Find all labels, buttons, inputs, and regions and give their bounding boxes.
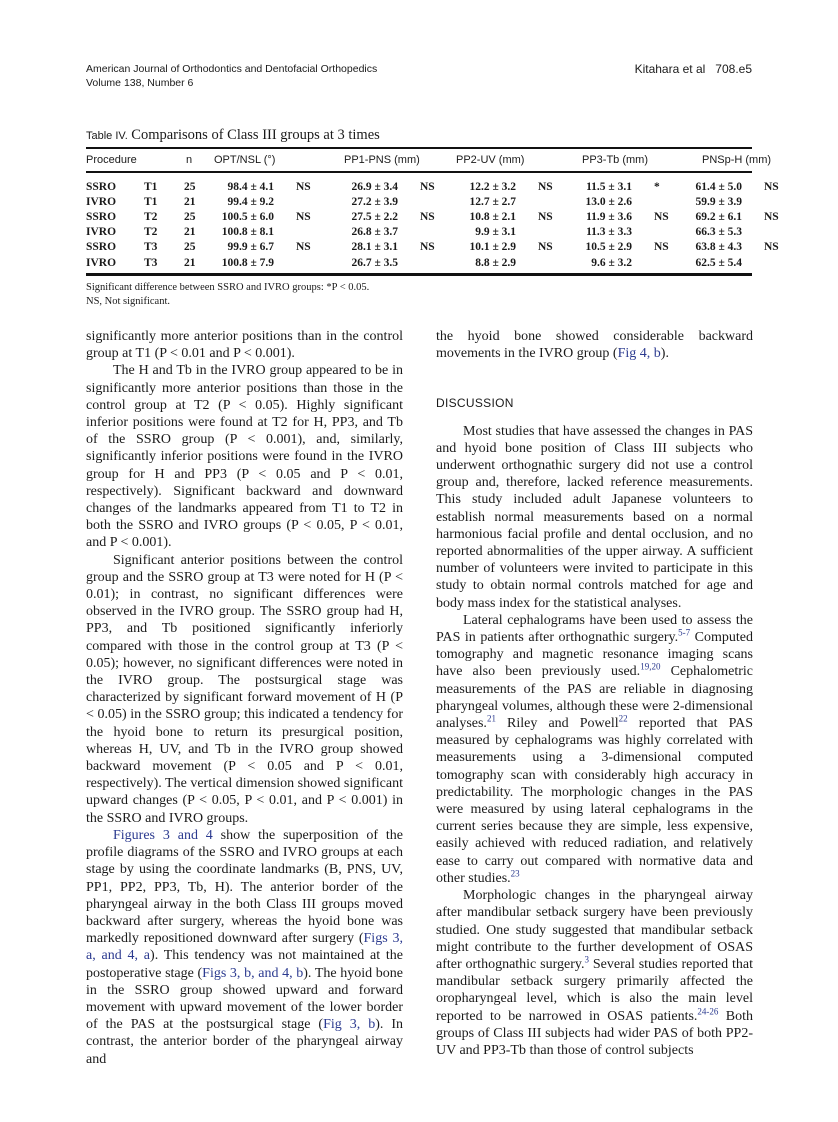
cell-pp3-sig — [642, 255, 688, 270]
cell-n: 21 — [184, 256, 196, 269]
table-row — [86, 179, 772, 194]
cell-pp3-sig: * — [654, 180, 660, 193]
cell-pp1-sig: NS — [420, 210, 435, 223]
cell-pp1: 28.1 ± 3.1 — [351, 241, 398, 254]
cell-pp3-sig — [642, 225, 688, 240]
cell-pp2-sig: NS — [538, 241, 553, 254]
cell-pnsh: 62.5 ± 5.4 — [695, 256, 742, 269]
cell-pp1: 27.2 ± 3.9 — [351, 195, 398, 208]
figure-link[interactable]: Fig 4, b — [617, 346, 661, 362]
cell-pp1: 26.8 ± 3.7 — [351, 226, 398, 239]
cell-pp1: 26.7 ± 3.5 — [351, 256, 398, 269]
paragraph: Most studies that have assessed the changes in PAS and hyoid bone position of Class III subjects who underwent orthognathic surgery did not use a control group and, therefore, lacked reference measurements. This study included adult Japanese volunteers to establish normal measurements based on a normal harmonious facial profile and dental occlusion, and no reported abnormalities of the upper airway. A sufficient number of volunteers were invited to participate in this study to obtain normal controls matched for age and body mass index for the statistical analyses. — [436, 423, 753, 611]
cell-time: T3 — [144, 256, 158, 269]
cell-pnsh: 59.9 ± 3.9 — [695, 195, 742, 208]
cell-procedure: IVRO — [86, 256, 117, 269]
cell-pnsh: 66.3 ± 5.3 — [695, 226, 742, 239]
cell-pp1-sig — [408, 225, 454, 240]
cell-pp3: 11.5 ± 3.1 — [586, 180, 632, 193]
paragraph: Lateral cephalograms have been used to assess the PAS in patients after orthognathic surgery.$^{5-7}$ Computed tomography and magnetic resonance imaging scans have also been previously used.$^{19,20}$ Cephalometric measurements of the PAS are reliable in diagnosing pharyngeal volumes, although these were 2-dimensional analyses.$^{21}$ Riley and Powell$^{22}$ reported that PAS measured by cephalograms was highly correlated with measurements using a 3-dimensional computed tomography scan with considerably high accuracy in predictability. The morphologic changes in the PAS were measured by using lateral cephalograms in the current series because they are simple, less expensive, easily achieved with reduced radiation, and relatively ease to carry out compared with normative data and other studies.$^{23}$ — [436, 612, 753, 886]
cell-pp2-sig: NS — [538, 180, 553, 193]
paragraph: the hyoid bone showed considerable backward movements in the IVRO group (Fig 4, b). — [436, 329, 753, 362]
table-label: Table IV. — [86, 130, 128, 142]
cell-n: 25 — [184, 210, 196, 223]
cell-pnsh: 61.4 ± 5.0 — [695, 180, 742, 193]
cell-pnsh-sig: NS — [764, 241, 779, 254]
footnote-significance: Significant difference between SSRO and IVRO groups: *P < 0.05. — [86, 282, 370, 294]
figure-link[interactable]: Figures 3 and 4 — [113, 827, 213, 843]
figure-link[interactable]: Figs 3, b, and 4, b — [202, 965, 304, 981]
cell-opt: 99.9 ± 6.7 — [227, 241, 274, 254]
cell-opt-sig: NS — [296, 180, 311, 193]
table-caption — [86, 126, 752, 145]
cell-time: T1 — [144, 180, 158, 193]
cell-procedure: SSRO — [86, 210, 117, 223]
paragraph: significantly more anterior positions than in the control group at T1 (P < 0.01 and P < 0.001). — [86, 329, 403, 362]
cell-time: T1 — [144, 195, 158, 208]
journal-info — [86, 62, 377, 90]
cell-pp1-sig: NS — [420, 180, 435, 193]
cell-pp3-sig — [642, 194, 688, 209]
figure-link[interactable]: Figs 3, a, and 4, a — [86, 931, 403, 964]
footnote-ns: NS, Not significant. — [86, 296, 170, 308]
cell-procedure: SSRO — [86, 241, 117, 254]
table-row — [86, 255, 772, 270]
cell-n: 21 — [184, 195, 196, 208]
cell-n: 21 — [184, 226, 196, 239]
cell-pp2: 10.8 ± 2.1 — [469, 210, 516, 223]
cell-pp2: 10.1 ± 2.9 — [469, 241, 516, 254]
cell-pp2: 12.2 ± 3.2 — [469, 180, 516, 193]
cell-n: 25 — [184, 180, 196, 193]
cell-pp2: 12.7 ± 2.7 — [469, 195, 516, 208]
comparison-table — [86, 149, 772, 171]
cell-opt: 100.8 ± 8.1 — [221, 226, 274, 239]
cell-time: T3 — [144, 241, 158, 254]
header-opt-nsl: OPT/NSL (°) — [214, 154, 276, 166]
author-page — [625, 62, 752, 76]
cell-pnsh-sig: NS — [764, 210, 779, 223]
table-bottom-rule — [86, 273, 752, 276]
cell-pnsh-sig — [752, 225, 772, 240]
cell-procedure: SSRO — [86, 180, 117, 193]
figure-link[interactable]: Fig 3, b — [323, 1017, 376, 1033]
header-n: n — [186, 154, 193, 166]
cell-opt-sig: NS — [296, 241, 311, 254]
table-header-rule — [86, 171, 752, 173]
cell-n: 25 — [184, 241, 196, 254]
right-column — [436, 328, 753, 1059]
header-pp3-tb: PP3-Tb (mm) — [582, 154, 648, 166]
paragraph: The H and Tb in the IVRO group appeared to be in significantly more anterior positions than those in the control group at T2 (P < 0.05). Highly significant inferior positions were found at T2 for H, PP3, and Tb of the SSRO group (P < 0.001), and, similarly, significantly inferior positions were found in the IVRO group for H and PP3 (P < 0.05 and P < 0.01, respectively). Significant backward and downward changes of the landmarks appeared from T1 to T2 in both the SSRO and IVRO groups (P < 0.05, P < 0.01, and P < 0.001). — [86, 363, 403, 551]
cell-procedure: IVRO — [86, 195, 117, 208]
cell-opt: 100.8 ± 7.9 — [221, 256, 274, 269]
table-row — [86, 209, 772, 224]
reference-link[interactable]: 19,20 — [640, 661, 661, 672]
table-row — [86, 225, 772, 240]
cell-pp2-sig — [526, 194, 570, 209]
section-heading-discussion: DISCUSSION — [436, 396, 514, 411]
comparison-table-body — [86, 179, 779, 270]
reference-link[interactable]: 21 — [486, 713, 496, 724]
table-header-row — [86, 149, 772, 171]
reference-link[interactable]: 24-26 — [697, 1005, 719, 1016]
cell-pnsh-sig: NS — [764, 180, 779, 193]
header-pp2-uv: PP2-UV (mm) — [456, 154, 525, 166]
cell-opt: 100.5 ± 6.0 — [221, 210, 274, 223]
journal-title: American Journal of Orthodontics and Dentofacial Orthopedics — [86, 63, 378, 75]
table-footnotes — [86, 281, 752, 309]
header-pnsp-h: PNSp-H (mm) — [702, 154, 772, 166]
cell-pp1: 26.9 ± 3.4 — [351, 180, 398, 193]
running-authors: Kitahara et al — [634, 62, 706, 76]
journal-volume: Volume 138, Number 6 — [86, 77, 194, 89]
cell-opt-sig — [284, 225, 336, 240]
page-number: 708.e5 — [715, 62, 752, 76]
cell-time: T2 — [144, 226, 158, 239]
cell-pp3-sig: NS — [654, 241, 669, 254]
cell-opt-sig: NS — [296, 210, 311, 223]
cell-opt: 99.4 ± 9.2 — [227, 195, 274, 208]
cell-opt-sig — [284, 255, 336, 270]
reference-link[interactable]: 22 — [618, 713, 628, 724]
cell-pp2: 9.9 ± 3.1 — [475, 226, 516, 239]
paragraph: Significant anterior positions between the control group and the SSRO group at T3 were noted for H (P < 0.01); in contrast, no significant differences were observed in the IVRO group. The SSRO group had H, PP3, and Tb positioned significantly inferiorly compared with those in the control group at T3 (P < 0.05); however, no significant differences were noted in the IVRO group. The postsurgical stage was characterized by significant forward movement of H (P < 0.05) in the SSRO group; this indicated a tendency for the hyoid bone to return its presurgical position, whereas H, UV, and Tb in the IVRO group showed backward movement (P < 0.05 and P < 0.01, respectively). The vertical dimension showed significant upward changes (P < 0.05, P < 0.01, and P < 0.001) in the SSRO and IVRO groups. — [86, 552, 403, 826]
left-column — [86, 328, 403, 1068]
cell-pp1-sig: NS — [420, 241, 435, 254]
header-pp1-pns: PP1-PNS (mm) — [344, 154, 420, 166]
cell-pp3: 11.3 ± 3.3 — [586, 226, 632, 239]
reference-link[interactable]: 5-7 — [678, 627, 691, 638]
cell-pp3: 9.6 ± 3.2 — [591, 256, 632, 269]
cell-pnsh-sig — [752, 194, 772, 209]
cell-pp2-sig — [526, 225, 570, 240]
cell-opt: 98.4 ± 4.1 — [227, 180, 274, 193]
cell-pnsh: 63.8 ± 4.3 — [695, 241, 742, 254]
cell-pp2-sig — [526, 255, 570, 270]
cell-pnsh-sig — [752, 255, 772, 270]
cell-pnsh: 69.2 ± 6.1 — [695, 210, 742, 223]
cell-time: T2 — [144, 210, 158, 223]
cell-pp3: 11.9 ± 3.6 — [586, 210, 632, 223]
cell-pp2-sig: NS — [538, 210, 553, 223]
reference-link[interactable]: 3 — [584, 954, 589, 965]
table-row — [86, 240, 772, 255]
cell-pp2: 8.8 ± 2.9 — [475, 256, 516, 269]
header-time — [144, 149, 178, 171]
cell-opt-sig — [284, 194, 336, 209]
header-procedure: Procedure — [86, 154, 137, 166]
table-title: Comparisons of Class III groups at 3 times — [131, 127, 380, 143]
paragraph: Morphologic changes in the pharyngeal airway after mandibular setback surgery have been previously studied. One study suggested that mandibular setback might contribute to the further development of OSAS after orthognathic surgery.$^3$ Several studies reported that mandibular setback surgery primarily affected the oropharyngeal level, which is also the main level reported to be narrowed in OSAS patients.$^{24-26}$ Both groups of Class III subjects had wider PAS of both PP2-UV and PP3-Tb than those of control subjects — [436, 888, 753, 1058]
cell-procedure: IVRO — [86, 226, 117, 239]
cell-pp3-sig: NS — [654, 210, 669, 223]
cell-pp3: 13.0 ± 2.6 — [585, 195, 632, 208]
cell-pp1: 27.5 ± 2.2 — [351, 210, 398, 223]
cell-pp1-sig — [408, 255, 454, 270]
reference-link[interactable]: 23 — [510, 868, 520, 879]
table-iv — [86, 126, 779, 309]
cell-pp3: 10.5 ± 2.9 — [585, 241, 632, 254]
paragraph: Figures 3 and 4 show the superposition of the profile diagrams of the SSRO and IVRO groups at each stage by using the coordinate landmarks (B, PNS, UV, PP1, PP2, PP3, Tb, H). The anterior border of the pharyngeal airway in the both Class III groups moved backward after surgery, whereas the hyoid bone was markedly repositioned downward after surgery (Figs 3, a, and 4, a). This tendency was not maintained at the postoperative stage (Figs 3, b, and 4, b). The hyoid bone in the SSRO group showed upward and forward movement with upward movement of the lower border of the PAS at the postsurgical stage (Fig 3, b). In contrast, the anterior border of the pharyngeal airway and — [86, 827, 404, 1067]
table-row — [86, 194, 772, 209]
cell-pp1-sig — [408, 194, 454, 209]
